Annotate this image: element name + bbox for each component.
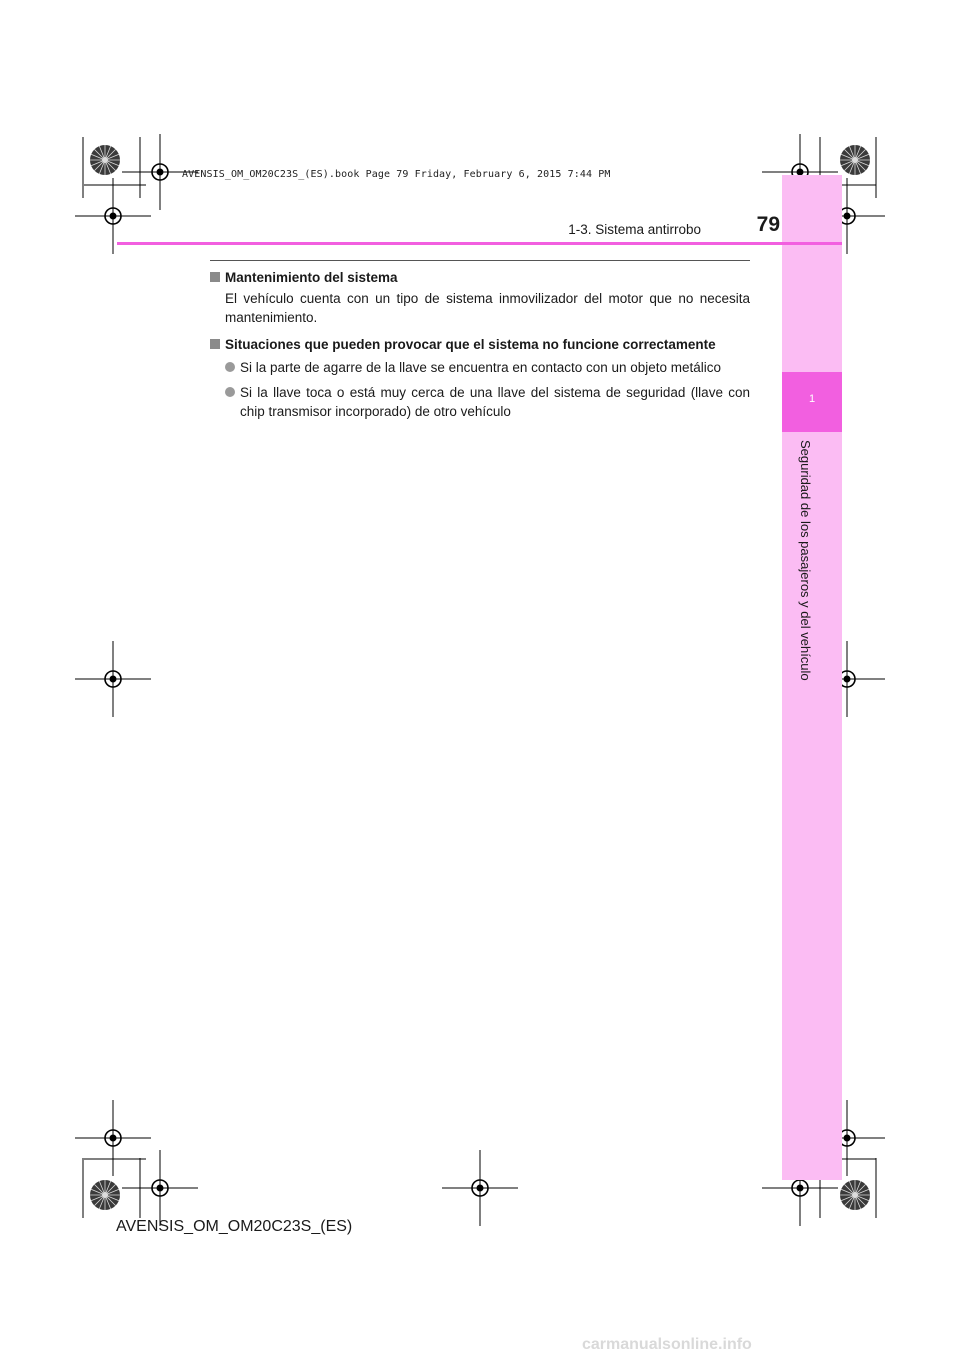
document-code: AVENSIS_OM_OM20C23S_(ES) xyxy=(116,1218,353,1235)
list-item xyxy=(210,358,750,377)
section-heading xyxy=(210,335,750,354)
list-item-text: Si la parte de agarre de la llave se encuentra en contacto con un objeto metálico xyxy=(240,360,722,375)
square-bullet-icon xyxy=(210,272,220,282)
section-heading-text: Situaciones que pueden provocar que el sistema no funcione correctamente xyxy=(225,337,716,352)
list-item-text: Si la llave toca o está muy cerca de una llave del sistema de seguridad (llave con chip transmisor incorporado) de otro vehículo xyxy=(240,385,750,419)
header-rule xyxy=(117,242,842,245)
watermark: carmanualsonline.info xyxy=(582,1336,752,1353)
section-title: 1-3. Sistema antirrobo xyxy=(568,222,701,237)
section-heading xyxy=(210,268,750,287)
circle-bullet-icon xyxy=(225,362,235,372)
section-heading-text: Mantenimiento del sistema xyxy=(225,270,398,285)
page-content xyxy=(210,268,750,421)
square-bullet-icon xyxy=(210,339,220,349)
page-number: 79 xyxy=(756,213,780,236)
section-paragraph: El vehículo cuenta con un tipo de sistema inmovilizador del motor que no necesita mantenimiento. xyxy=(225,291,750,325)
print-info: AVENSIS_OM_OM20C23S_(ES).book Page 79 Friday, February 6, 2015 7:44 PM xyxy=(182,169,611,180)
chapter-title: Seguridad de los pasajeros y del vehículo xyxy=(798,440,813,681)
content-top-rule xyxy=(210,260,750,261)
chapter-number: 1 xyxy=(808,393,816,405)
list-item xyxy=(210,383,750,421)
circle-bullet-icon xyxy=(225,387,235,397)
